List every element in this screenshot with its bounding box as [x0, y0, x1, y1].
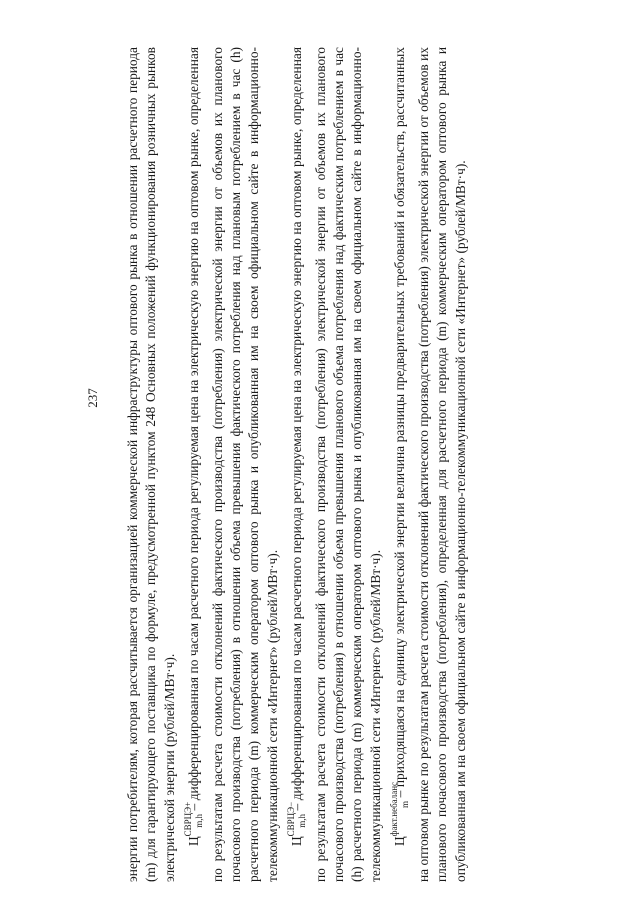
paragraph-text: – приходящаяся на единицу электрической энергии величина разницы предварительных требований и обязательств, рассчитанных на оптовом рынке по результатам расчета стоимости отклонений фактического производства (потребления) электрической энергии от объемов их планового почасового производства (потребления), определенная для расчетного периода (m) коммерческим оператором оптового рынка и опубликованная им на своем официальном сайте в информационно-телекоммуникационной сети «Интернет» (рублей/МВт·ч).	[392, 47, 468, 882]
paragraph-text: – дифференцированная по часам расчетного периода регулируемая цена на электрическую энергию на оптовом рынке, определенная по результатам расчета стоимости отклонений фактического производства (потребления) электрической энергии от объемов их планового почасового производства (потребления) в отношении объема превышения планового объема потребления над фактическим потреблением в час (h) расчетного периода (m) коммерческим оператором оптового рынка и опубликованная им на своем официальном сайте в информационно-телекоммуникационной сети «Интернет» (рублей/МВт·ч).	[289, 47, 383, 882]
page-number: 237	[85, 388, 100, 408]
paragraph-price-plus	[179, 47, 282, 882]
document-body	[124, 47, 470, 882]
paragraph-price-minus	[282, 47, 385, 882]
rotated-page-content	[84, 4, 468, 882]
formula-symbol: Ц	[392, 836, 408, 846]
formula-symbol: Ц	[186, 836, 202, 846]
formula-subscript: m	[400, 800, 411, 808]
formula-superscript: факт.небаланс	[389, 781, 400, 837]
formula-subscript: m,h	[194, 814, 205, 828]
paragraph-imbalance	[385, 47, 470, 882]
formula-superscript: СВРЦЭ+	[183, 801, 194, 837]
paragraph-intro: энергии потребителям, которая рассчитывается организацией коммерческой инфраструктуры оптового рынка в отношении расчетного периода (m) для гарантирующего поставщика по формуле, предусмотренной пунктом 248 Основных положений функционирования розничных рынков электрической энергии (рублей/МВт·ч).	[125, 47, 177, 882]
formula-symbol: Ц	[289, 836, 305, 846]
formula-subscript: m,h	[297, 814, 308, 828]
formula-superscript: СВРЦЭ−	[286, 801, 297, 837]
paragraph-text: – дифференцированная по часам расчетного периода регулируемая цена на электрическую энергию на оптовом рынке, определенная по результатам расчета стоимости отклонений фактического производства (потребления) электрической энергии от объемов их планового почасового производства (потребления) в отношении объема превышения фактического потребления над плановым потреблением в час (h) расчетного периода (m) коммерческим оператором оптового рынка и опубликованная им на своем официальном сайте в информационно-телекоммуникационной сети «Интернет» (рублей/МВт·ч).	[186, 47, 280, 882]
